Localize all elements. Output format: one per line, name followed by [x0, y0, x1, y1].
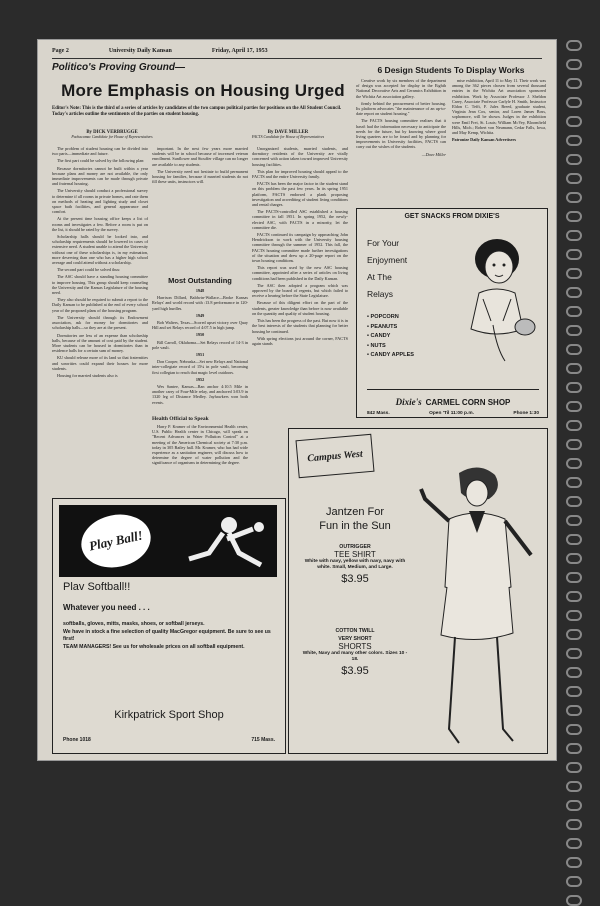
campus-headline-line1: Jantzen For: [325, 506, 385, 518]
softball-need: Whatever you need . . .: [63, 603, 150, 612]
article-paragraph: Housing for married students also is: [57, 372, 118, 378]
softball-body: [63, 621, 275, 651]
binding-ring: [566, 857, 582, 868]
binding-ring: [566, 116, 582, 127]
byline-name: By DAVE MILLER: [267, 130, 309, 135]
shorts-sub: VERY SHORT: [338, 636, 372, 642]
binding-ring: [566, 477, 582, 488]
article-paragraph: The University should through its Endowment association, ask for money for dormitories and scholarship halls—so they are at the present.: [52, 314, 148, 331]
page-header: [52, 48, 542, 59]
binding-ring: [566, 629, 582, 640]
tee-desc: White with navy, yellow with navy, navy with white. Small, Medium, and Large.: [304, 559, 406, 570]
outstanding-entry: Bob Walters, Texas—Scored upset victory over Quay Hill and set Relays record of 4:07.5 in high jump.: [152, 320, 248, 331]
page-number: Page 2: [52, 48, 69, 54]
campus-west-logo: [295, 434, 374, 478]
dixie-contact: [367, 411, 539, 416]
binding-ring: [566, 97, 582, 108]
article-paragraph: The ASC then adopted a program which was approved by the board of regents, but which failed to receive a hearing before the State Legislature.: [252, 282, 348, 299]
binding-ring: [566, 458, 582, 469]
tee-label: OUTRIGGER: [339, 544, 371, 550]
outstanding-year: 1950: [195, 332, 205, 338]
binding-ring: [566, 154, 582, 165]
dixie-tagline: [367, 235, 407, 303]
outstanding-heading: Most Outstanding: [168, 276, 232, 285]
binding-ring: [566, 781, 582, 792]
softball-ad: [52, 498, 286, 754]
binding-ring: [566, 78, 582, 89]
design-column-2: [452, 78, 546, 204]
softball-teams: TEAM MANAGERS! See us for wholesale prices on all softball equipment.: [63, 643, 245, 650]
byline-right: [228, 130, 348, 139]
shorts-block: [299, 627, 411, 675]
dixie-line: For Your: [367, 238, 400, 248]
binding-ring: [566, 59, 582, 70]
byline-left: [52, 130, 172, 139]
dixie-footer: [367, 389, 539, 416]
paper-name: University Daily Kansan: [108, 48, 172, 54]
article-paragraph: The first part could be solved by the following plan:: [57, 158, 145, 164]
article-paragraph: Unorganized students, married students, and dormitory residents of the University are vitally concerned with action taken toward improved University housing facilities.: [252, 146, 348, 167]
article-paragraph: important. In the next few years more married students will be in school because of increased veteran enrollment. Sunflower and Stouffer village can no longer are available to any students.: [152, 146, 248, 167]
newspaper-page: [38, 40, 556, 760]
binding-ring: [566, 439, 582, 450]
outstanding-year: 1948: [195, 288, 205, 293]
article-paragraph: This plan for improved housing should appeal to the FACTS and the entire University family.: [252, 168, 348, 180]
byline-role: FACTS Candidate for House of Representatives: [251, 135, 325, 139]
binding-ring: [566, 800, 582, 811]
binding-ring: [566, 287, 582, 298]
dixie-phone: Phone 1:30: [513, 411, 539, 416]
design-paragraph: Creative work by six members of the department of design was accepted for display in the Eighth National Decorative Arts and Ceramics Exhibition in the Wichita Art association gallery.: [356, 78, 446, 99]
binding-ring: [566, 591, 582, 602]
binding-ring: [566, 211, 582, 222]
dixie-ad: [356, 208, 548, 418]
shorts-name: SHORTS: [338, 642, 372, 651]
tee-price: $3.95: [341, 573, 369, 585]
dixie-line: Relays: [367, 289, 393, 299]
softball-address: 715 Mass.: [251, 737, 275, 743]
softball-items: softballs, gloves, mitts, masks, shoes, or softball jerseys.: [63, 621, 205, 627]
campus-west-logo-text: Campus West: [306, 448, 364, 464]
editor-note: Editor's Note: This is the third of a series of articles by candidates of the two campus political parties for positions on the All Student Council. Today's articles outline the sentiments of the parties on student housing.: [52, 106, 342, 117]
binding-ring: [566, 135, 582, 146]
article-paragraph: This has been the progress of the past. But now it is in the best interests of the students that planning for better housing be continued.: [252, 318, 348, 334]
binding-ring: [566, 192, 582, 203]
binding-ring: [566, 382, 582, 393]
dixie-item: • CANDY: [367, 333, 391, 339]
binding-ring: [566, 420, 582, 431]
design-column-1: [356, 78, 446, 204]
health-paragraph: Harry P. Kramer of the Environmental Health center, U.S. Public Health center in Chicago, will speak on "Recent Advances in Water Pollution Control" at a meeting of the American Chemical society at 7:30 p.m. today in 305 Bailey hall. Mr. Kramer, who has had wide experience as a sanitation engineer, will discuss how to determine the degree of water pollution and the significance of organisms in determining the degree.: [152, 424, 248, 466]
outstanding-list: [152, 288, 248, 412]
dixie-line: At The: [367, 272, 392, 282]
binding-ring: [566, 819, 582, 830]
article-paragraph: Because of this diligent effort on the part of the students, greater knowledge than before is now available on the quantity and quality of student housing.: [252, 300, 348, 316]
binding-ring: [566, 401, 582, 412]
dixie-hours: Open 'Til 11:00 p.m.: [429, 411, 474, 416]
outstanding-entry: Bill Carroll, Oklahoma—Set Relays record of 14-3 in pole vault.: [152, 339, 248, 350]
article-kicker: Politico's Proving Ground—: [52, 62, 185, 73]
binding-ring: [566, 743, 582, 754]
binding-ring: [566, 306, 582, 317]
binding-ring: [566, 496, 582, 507]
binding-ring: [566, 230, 582, 241]
outstanding-entry: Don Cooper, Nebraska—Set new Relays and National inter-collegiate record of 15¼ in pole vault, becoming first collegian to reach that magic level outdoors.: [152, 359, 248, 375]
health-text: [152, 424, 248, 492]
article-paragraph: FACTS has been the major factor in the student stand on this problem the past few years. In its spring 1951 platform, FACTS endorsed a plank proposing investigation and accrediting of student living conditions and rental charges.: [252, 181, 348, 208]
design-paragraph: firmly behind the procurement of better housing. Its platform advocates "the maintenance of an up-to-date report on student housing.": [356, 100, 446, 117]
fashion-model-icon: [419, 459, 543, 749]
play-ball-logo: [76, 508, 155, 573]
binding-ring: [566, 249, 582, 260]
article-paragraph: At the present time housing office keeps a list of rooms and investigates a few. Before a room is put on the list, it should be rated by the survey.: [52, 216, 148, 232]
article-paragraph: Dormitories are less of an expense than scholarship halls, because of the amount of cost paid by the student. More students can be housed in dormitories than in residence halls for a certain sum of money.: [52, 332, 148, 354]
article-column-1: [52, 146, 148, 490]
binding-ring: [566, 838, 582, 849]
outstanding-entry: Wes Santee, Kansas—Ran anchor 4:10.5 Mile in another carry of Four-Mile relay, and anchored 3:03.9 in 1320 leg of Distance Medley. Jayhawkers won both events.: [152, 384, 248, 405]
outstanding-year: 1949: [195, 312, 205, 318]
article-headline: More Emphasis on Housing Urged: [61, 81, 345, 100]
shorts-desc: White, Navy and many other colors. Sizes 10 - 18.: [302, 651, 408, 662]
binding-edge: [562, 40, 584, 760]
binding-ring: [566, 724, 582, 735]
byline-role: Pachacamac Candidate for House of Representatives: [71, 135, 153, 139]
dixie-item: • CANDY APPLES: [367, 352, 415, 358]
outstanding-entry: Harrison Dillard, Baldwin-Wallace—Broke Kansas Relays' and world record with :13.8 performance in 120-yard high hurdles.: [152, 295, 248, 311]
binding-ring: [566, 572, 582, 583]
softball-banner: [59, 505, 277, 577]
binding-ring: [566, 515, 582, 526]
article-paragraph: The FACTS-controlled ASC established a housing committee in fall 1951. In spring 1952, the newly-elected ASC, with FACTS in a minority, let the committee die.: [252, 209, 348, 230]
dixie-item: • PEANUTS: [367, 323, 398, 330]
binding-ring: [566, 895, 582, 906]
design-paragraph: mise exhibition, April 11 to May 11. Their work was among the 362 pieces chosen from several thousand entries in the Wichita Art association sponsored exhibition. Work by Associate Professor J. Sheldon Carey, Associate Professor Carlyle H. Smith, Instructor Eldon C. Tefft, F. Jules Breed, graduate student, Virginia Jean Cox, senior, and Loren James Boss, sophomore, will be shown. Judges in the exhibition were Emil Frei, St. Louis; William McVey, Bloomfield Hills, Mich.; Robert von Neumann, Cedar Falls, Iowa, and May Kemp, Wichita.: [452, 78, 546, 136]
play-ball-text: Play Ball!: [87, 527, 145, 554]
article-paragraph: The second part could be solved thus:: [57, 267, 121, 273]
binding-ring: [566, 173, 582, 184]
softball-shop: Kirkpatrick Sport Shop: [114, 709, 224, 721]
dixie-items: [367, 313, 414, 361]
binding-ring: [566, 363, 582, 374]
article-paragraph: Because dormitories cannot be built within a year because plans and money are not available, the only immediate improvements can be made through private and fraternal housing.: [52, 165, 148, 187]
advertisers-note: Patronize Daily Kansan Advertisers: [452, 137, 517, 143]
campus-west-ad: [288, 428, 548, 754]
article-paragraph: The University need not hesitate to build permanent housing for families, because if married students do not fill these units, instructors will.: [152, 168, 248, 185]
health-heading: Health Official to Speak: [152, 416, 209, 422]
softball-stock: We have in stock a fine selection of quality MacGregor equipment. Be sure to see us first!: [63, 628, 271, 642]
dixie-brand: Dixie's: [395, 397, 422, 407]
binding-ring: [566, 762, 582, 773]
dixie-line: Enjoyment: [367, 255, 408, 265]
tee-shirt-block: [299, 543, 411, 583]
binding-ring: [566, 705, 582, 716]
article-column-2: [152, 146, 248, 206]
softball-headline: Plav Softball!!: [63, 581, 131, 593]
design-credit: —Dave Miller: [421, 151, 446, 157]
dixie-item: • POPCORN: [367, 314, 399, 320]
binding-ring: [566, 553, 582, 564]
article-paragraph: This report was used by the new ASC housing committee, appointed after a series of articles on living conditions had been published in the Daily Kansan.: [252, 265, 348, 281]
binding-ring: [566, 268, 582, 279]
design-heading: 6 Design Students To Display Works: [377, 65, 525, 75]
article-paragraph: The University should conduct a professional survey to determine if all rooms in private homes, and rate them on methods of heating and lighting study and closet space bath facilities, and general appearance and comfort.: [52, 188, 148, 215]
binding-ring: [566, 648, 582, 659]
dixie-address: 842 Mass.: [367, 411, 390, 416]
binding-ring: [566, 40, 582, 51]
softball-phone: Phone 1018: [63, 737, 91, 743]
article-paragraph: The problem of student housing can be divided into two parts—immediate and future.: [52, 146, 148, 157]
shorts-label: COTTON TWILL: [335, 628, 375, 634]
article-paragraph: The ASC should have a standing housing committee to improve housing. This group should keep counseling the University and the Kansas Legislature of the housing need.: [52, 274, 148, 296]
article-paragraph: FACTS continued its campaign by approaching John Hendrickson to work with the University housing committee through the summer of 1952. This fall, the FACTS housing committee made further investigations of the situation and drew up a 20-page report on the town housing conditions.: [252, 232, 348, 264]
binding-ring: [566, 344, 582, 355]
binding-ring: [566, 325, 582, 336]
article-paragraph: With spring elections just around the corner, FACTS again stands: [252, 335, 348, 346]
byline-name: By DICK VERBRUGGE: [86, 130, 138, 135]
tee-name: TEE SHIRT: [334, 550, 376, 559]
campus-headline: [299, 505, 411, 533]
campus-headline-line2: Fun in the Sun: [319, 520, 391, 532]
shorts-price: $3.95: [341, 665, 369, 677]
article-paragraph: They also should be required to submit a report to the Daily Kansan to be published at the end of every school year of the proposed plans of the housing program.: [52, 297, 148, 313]
issue-date: Friday, April 17, 1953: [211, 48, 268, 54]
girl-illustration-icon: [453, 229, 541, 365]
outstanding-year: 1952: [195, 376, 205, 382]
design-paragraph: The FACTS housing committee realizes that it hasn't had the information necessary to anticipate the needs for the future, but by knowing where good living quarters are to be found and by planning for improvements in University facilities, FACTS can carry out the wishes of the students.: [356, 118, 446, 150]
binding-ring: [566, 610, 582, 621]
article-paragraph: Scholarship halls should be looked into, and scholarship requirements should be lowered in cases of extensive need. A student unable to attend the University without one of these scholarships is, in my estimation, more deserving than one who has a higher high school average and could attend without a scholarship.: [52, 234, 148, 266]
binding-ring: [566, 686, 582, 697]
binding-ring: [566, 667, 582, 678]
binding-ring: [566, 534, 582, 545]
baseball-player-icon: [169, 509, 273, 573]
dixie-title: GET SNACKS FROM DIXIE'S: [404, 213, 500, 220]
dixie-item: • NUTS: [367, 342, 386, 349]
softball-contact: [63, 737, 275, 743]
binding-ring: [566, 876, 582, 887]
article-paragraph: KU should release more of its land so that fraternities and sororities could expand their houses for more students.: [52, 355, 148, 371]
outstanding-year: 1951: [195, 352, 205, 358]
dixie-shop: CARMEL CORN SHOP: [425, 398, 511, 407]
